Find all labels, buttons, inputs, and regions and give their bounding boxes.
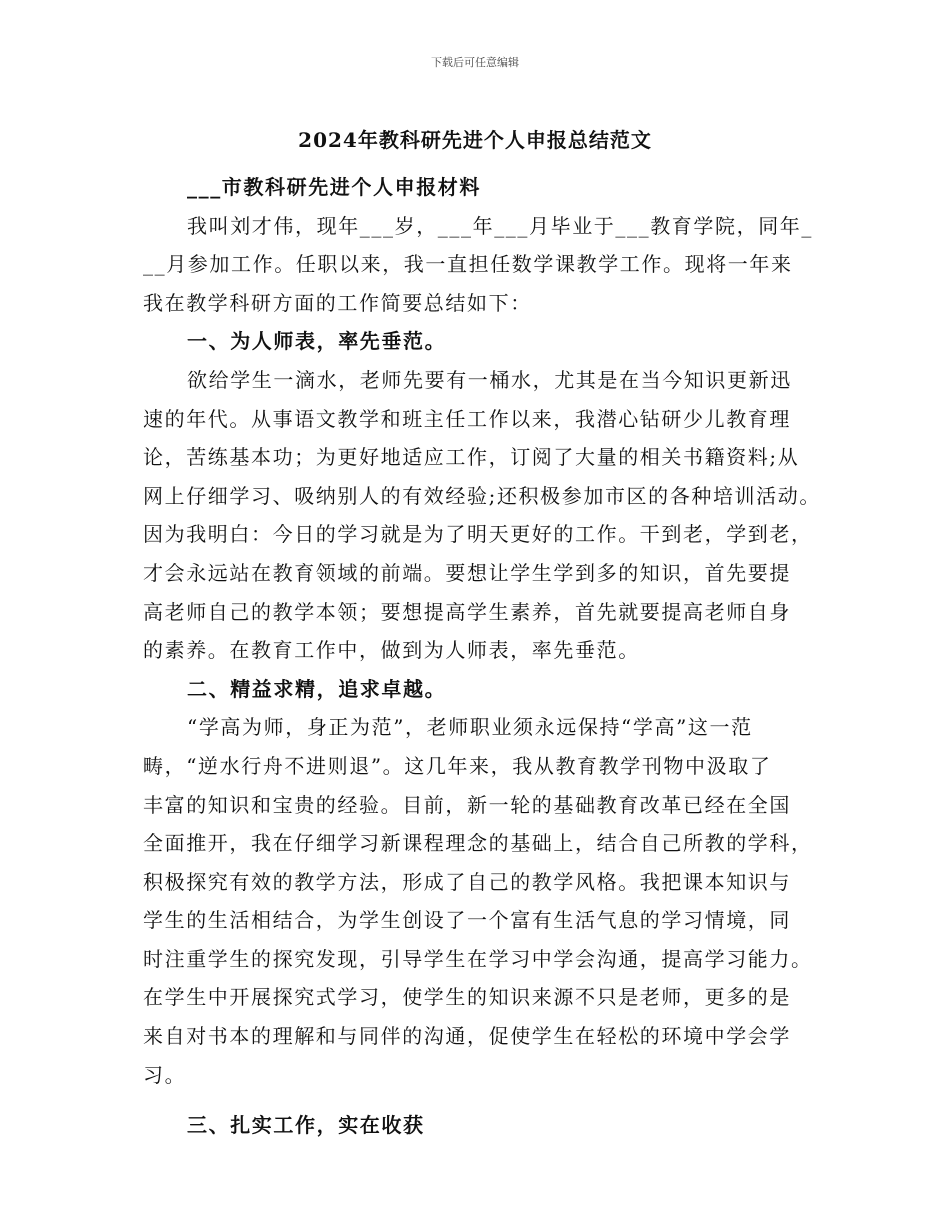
section-heading: 一、为人师表，率先垂范。: [187, 329, 447, 354]
text-line: 习。: [143, 1062, 187, 1087]
text-line: 欲给学生一滴水，老师先要有一桶水，尤其是在当今知识更新迅: [187, 367, 792, 392]
text-line: 在学生中开展探究式学习，使学生的知识来源不只是老师，更多的是: [143, 985, 791, 1010]
text-line: __月参加工作。任职以来，我一直担任数学课教学工作。现将一年来: [143, 252, 793, 277]
section-heading: ___市教科研先进个人申报材料: [187, 175, 481, 199]
text-line: 畴，“逆水行舟不进则退”。这几年来，我从教育教学刊物中汲取了: [143, 753, 772, 778]
document-title: 2024年教科研先进个人申报总结范文: [298, 128, 652, 152]
text-line: 因为我明白：今日的学习就是为了明天更好的工作。干到老，学到老，: [143, 522, 813, 547]
text-line: 速的年代。从事语文教学和班主任工作以来，我潜心钻研少儿教育理: [143, 406, 791, 431]
section-heading: 三、扎实工作，实在收获: [187, 1113, 425, 1138]
text-line: 我在教学科研方面的工作简要总结如下：: [143, 290, 532, 315]
section-heading: 二、精益求精，追求卓越。: [187, 676, 447, 701]
text-line: 的素养。在教育工作中，做到为人师表，率先垂范。: [143, 638, 640, 663]
text-line: 我叫刘才伟，现年___岁，___年___月毕业于___教育学院，同年_: [187, 213, 813, 238]
document-body: [143, 168, 821, 1145]
text-line: 论，苦练基本功；为更好地适应工作，订阅了大量的相关书籍资料;从: [143, 445, 800, 470]
text-line: 网上仔细学习、吸纳别人的有效经验;还积极参加市区的各种培训活动。: [143, 483, 821, 508]
text-line: 才会永远站在教育领域的前端。要想让学生学到多的知识，首先要提: [143, 560, 791, 585]
text-line: 丰富的知识和宝贵的经验。目前，新一轮的基础教育改革已经在全国: [143, 792, 791, 817]
header-note: 下载后可任意编辑: [431, 56, 519, 69]
text-line: 全面推开，我在仔细学习新课程理念的基础上，结合自己所教的学科，: [143, 831, 813, 856]
text-line: 积极探究有效的教学方法，形成了自己的教学风格。我把课本知识与: [143, 869, 791, 894]
text-line: 来自对书本的理解和与同伴的沟通，促使学生在轻松的环境中学会学: [143, 1024, 791, 1049]
text-line: 时注重学生的探究发现，引导学生在学习中学会沟通，提高学习能力。: [143, 946, 813, 971]
text-line: 学生的生活相结合，为学生创设了一个富有生活气息的学习情境，同: [143, 908, 791, 933]
text-line: 高老师自己的教学本领；要想提高学生素养，首先就要提高老师自身: [143, 599, 791, 624]
text-line: “学高为师，身正为范”，老师职业须永远保持“学高”这一范: [187, 715, 753, 740]
